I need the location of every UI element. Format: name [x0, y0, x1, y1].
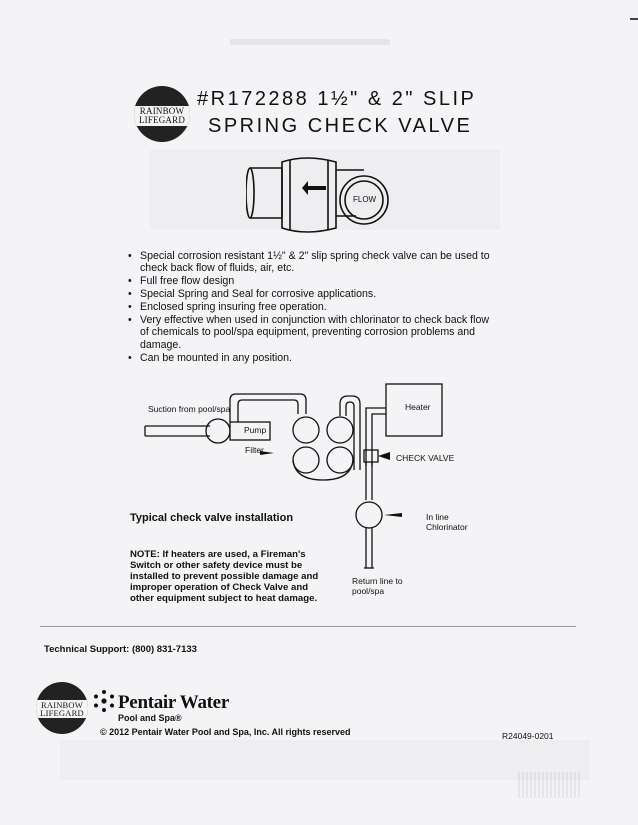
footer-divider	[40, 626, 576, 627]
filter-label: Filter	[245, 445, 264, 455]
feature-item: • Special corrosion resistant 1½" & 2" slip spring check valve can be used to check back flow of fluids, air, etc.	[128, 250, 498, 275]
check-valve-label: CHECK VALVE	[396, 453, 455, 463]
rainbow-lifegard-logo	[134, 86, 190, 142]
safety-note: NOTE: If heaters are used, a Fireman's Switch or other safety device must be installed to prevent possible damage and improper operation of Check Valve and other equipment subject to heat damage.	[130, 549, 319, 604]
product-title-line2: SPRING CHECK VALVE	[208, 115, 473, 137]
logo-text-line2: LIFEGARD	[40, 708, 84, 718]
suction-label: Suction from pool/spa	[148, 404, 231, 414]
feature-list	[128, 250, 498, 365]
logo-band	[134, 104, 190, 128]
bleed-through-barcode	[518, 772, 580, 798]
feature-item: • Full free flow design	[128, 275, 498, 287]
chlorinator-label-line1: In line	[426, 512, 449, 522]
copyright: © 2012 Pentair Water Pool and Spa, Inc. All rights reserved	[100, 727, 351, 737]
part-number: R24049-0201	[502, 731, 554, 741]
bleed-through	[60, 740, 590, 780]
feature-item: • Very effective when used in conjunction with chlorinator to check back flow of chemicals to pool/spa equipment, preventing corrosion problems and damage.	[128, 314, 498, 351]
technical-support: Technical Support: (800) 831-7133	[44, 644, 197, 655]
logo-text-line1: RAINBOW	[40, 699, 83, 710]
pump-label: Pump	[244, 425, 267, 435]
bleed-through: ▬▬▬▬▬▬▬▬	[230, 28, 390, 50]
product-title-line1: #R172288 1½" & 2" SLIP	[197, 88, 477, 110]
logo-band	[36, 698, 88, 720]
heater-label: Heater	[405, 402, 431, 412]
logo-text-line2: LIFEGARD	[138, 115, 186, 125]
feature-item: • Enclosed spring insuring free operation.	[128, 301, 498, 313]
return-label-line2: pool/spa	[352, 586, 385, 596]
pentair-star-icon	[92, 688, 116, 714]
feature-item: • Can be mounted in any position.	[128, 352, 498, 364]
pentair-brand: Pentair Water	[118, 692, 229, 713]
return-label-line1: Return line to	[352, 576, 403, 586]
rainbow-lifegard-logo-footer	[36, 682, 88, 734]
pentair-subbrand: Pool and Spa®	[118, 713, 182, 723]
edge-mark	[630, 18, 638, 20]
chlorinator-label-line2: Chlorinator	[426, 522, 468, 532]
feature-item: • Special Spring and Seal for corrosive applications.	[128, 288, 498, 300]
logo-text-line1: RAINBOW	[139, 106, 185, 116]
install-heading: Typical check valve installation	[130, 512, 294, 524]
flow-label: FLOW	[353, 195, 377, 204]
